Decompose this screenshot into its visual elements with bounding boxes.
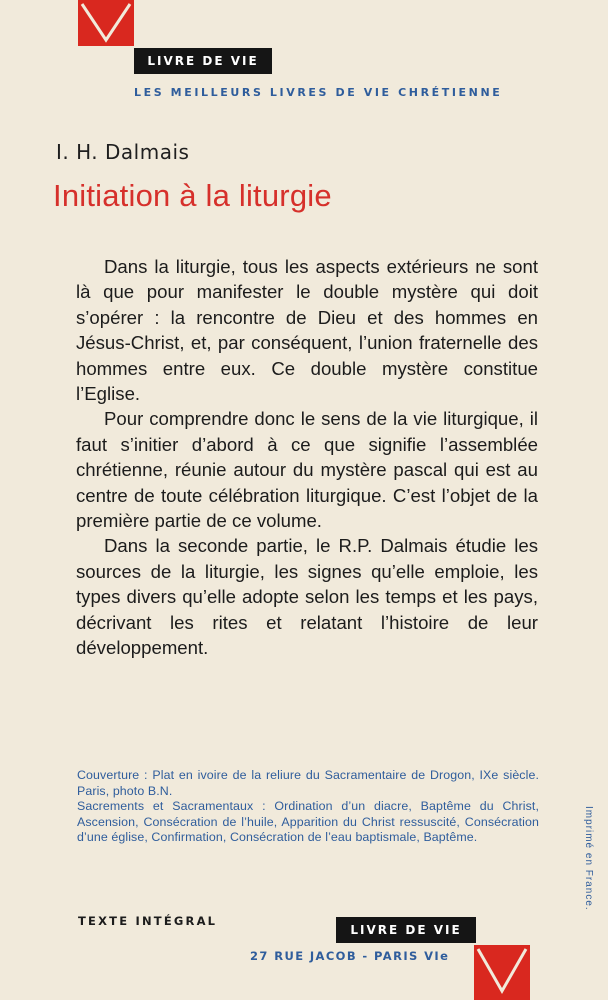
red-chevron-logo <box>78 0 134 46</box>
book-title: Initiation à la liturgie <box>53 178 332 213</box>
edition-label: TEXTE INTÉGRAL <box>78 914 218 928</box>
printed-in-france-wrap <box>582 806 596 926</box>
cover-credit: Couverture : Plat en ivoire de la reliure du Sacramentaire de Drogon, IXe siècle. Paris, photo B.N. <box>77 768 539 798</box>
description <box>76 254 538 661</box>
printed-in-france: Imprimé en France. <box>583 806 594 911</box>
series-badge-top: LIVRE DE VIE <box>134 48 272 74</box>
plates-credit: Sacrements et Sacramentaux : Ordination d’un diacre, Baptême du Christ, Ascension, Consécration de l’huile, Apparition du Christ ressuscité, Consécration d’une église, Confirmation, Consécration de l’eau baptismale, Baptême. <box>77 799 539 845</box>
description-paragraph: Dans la liturgie, tous les aspects extérieurs ne sont là que pour manifester le double mystère qui doit s’opérer : la rencontre de Dieu et des hommes en Jésus-Christ, et, par conséquent, l’union fraternelle des hommes entre eux. Ce double mystère constitue l’Eglise. <box>76 256 538 405</box>
series-badge-bottom: LIVRE DE VIE <box>336 917 476 943</box>
author-name: I. H. Dalmais <box>56 140 190 164</box>
red-chevron-logo <box>474 945 530 1000</box>
description-paragraph: Pour comprendre donc le sens de la vie liturgique, il faut s’initier d’abord à ce que signifie l’assemblée chrétienne, réunie autour du mystère pascal qui est au centre de toute célébration liturgique. C’est l’objet de la première partie de ce volume. <box>76 408 538 532</box>
illustration-credits <box>77 768 539 846</box>
publisher-address: 27 RUE JACOB - PARIS VIe <box>250 949 450 963</box>
description-paragraph: Dans la seconde partie, le R.P. Dalmais étudie les sources de la liturgie, les signes qu’elle emploie, les types divers qu’elle adopte selon les temps et les pays, décrivant les rites et relatant l’histoire de leur développement. <box>76 535 538 659</box>
series-tagline: LES MEILLEURS LIVRES DE VIE CHRÉTIENNE <box>134 86 503 99</box>
